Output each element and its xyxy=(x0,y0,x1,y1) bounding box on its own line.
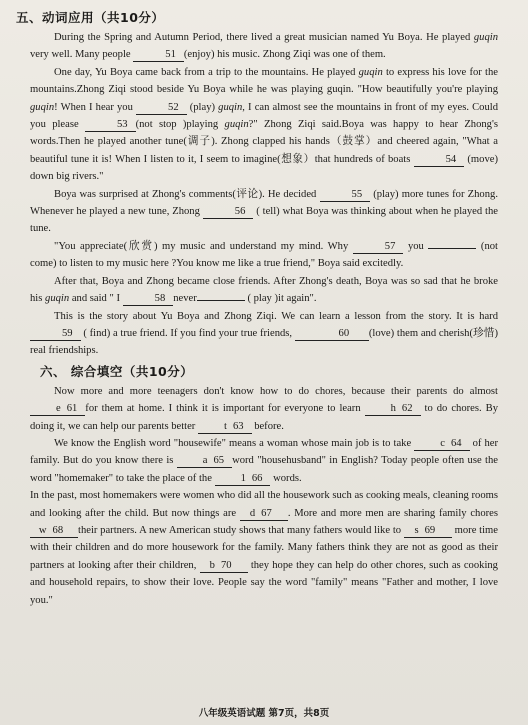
section6-title: 六、 综合填空（共10分） xyxy=(40,363,194,379)
blank-55[interactable]: 55 xyxy=(320,189,371,202)
s6-paragraph-1: Now more and more teenagers don't know how to do chores, because their parents do almost e 61 for them at home. I think it is important for everyone to learn h 62 to do chores. By doing it, we can help our parents better t 63 before. xyxy=(30,385,498,432)
s5-paragraph-1: During the Spring and Autumn Period, there lived a great musician named Yu Boya. He played guqin very well. Many people 51 (enjoy) his music. Zhong Ziqi was one of them. xyxy=(30,32,498,61)
blank-54[interactable]: 54 xyxy=(414,154,465,167)
blank-60[interactable]: 60 xyxy=(295,328,369,341)
blank-61[interactable]: e 61 xyxy=(30,403,85,416)
page-footer: 八年级英语试题 第7页，共8页 xyxy=(198,708,330,719)
s5-paragraph-6: This is the story about Yu Boya and Zhong Ziqi. We can learn a lesson from the story. It is hard 59 ( find) a true friend. If you find your true friends, 60 (love) them and cherish(珍惜) real friendships. xyxy=(30,310,499,357)
blank-58-b[interactable] xyxy=(197,300,245,301)
blank-64[interactable]: c 64 xyxy=(414,438,469,451)
s6-paragraph-2: We know the English word "housewife" means a woman whose main job is to take c 64 of her family. But do you know there is a 65 word "househusband" in English? Today people often use the word "homemaker" to take the place of the 1 66 words. xyxy=(30,437,499,484)
blank-68[interactable]: w 68 xyxy=(30,525,78,538)
blank-62[interactable]: h 62 xyxy=(365,403,421,416)
blank-67[interactable]: d 67 xyxy=(240,508,288,521)
blank-59[interactable]: 59 xyxy=(30,328,81,341)
s5-paragraph-5: After that, Boya and Zhong became close friends. After Zhong's death, Boya was so sad that he broke his guqin and said " I 58 never ( play )it again". xyxy=(30,275,498,305)
blank-63[interactable]: t 63 xyxy=(198,421,252,434)
blank-66[interactable]: 1 66 xyxy=(215,473,271,486)
blank-69[interactable]: s 69 xyxy=(404,525,452,538)
blank-57-b[interactable] xyxy=(428,248,476,249)
section5-title: 五、动词应用（共10分） xyxy=(16,10,165,25)
blank-70[interactable]: b 70 xyxy=(200,560,248,573)
blank-56[interactable]: 56 xyxy=(203,206,254,219)
blank-57[interactable]: 57 xyxy=(353,241,404,254)
blank-65[interactable]: a 65 xyxy=(177,455,232,468)
blank-53[interactable]: 53 xyxy=(85,119,136,132)
s5-paragraph-3: Boya was surprised at Zhong's comments(评论). He decided 55 (play) more tunes for Zhong. Whenever he played a new tune, Zhong 56 ( tell) what Boya was thinking about when he played the tune. xyxy=(30,188,498,235)
blank-51[interactable]: 51 xyxy=(133,49,184,62)
blank-58[interactable]: 58 xyxy=(123,293,174,306)
s6-paragraph-3: In the past, most homemakers were women who did all the housework such as cooking meals, cleaning rooms and looking after the child. But now things are d 67 . More and more men are sharing family chores w 68 their partners. A new American study shows that many fathers would like to s 69 more time with their children and do more housework for the family. Many fathers think they are not as good as their partners at looking after their children, b 70 they hope they can help do other chores, such as cooking and household repairs, to show their love. People say the word "family" means "Father and mother, I love you." xyxy=(30,490,498,606)
s5-paragraph-2: One day, Yu Boya came back from a trip to the mountains. He played guqin to express his love for the mountains.Zhong Ziqi stood beside Yu Boya while he was playing guqin. "How beautifully you're playing guqin! When I hear you 52 (play) guqin, I can almost see the mountains in front of my eyes. Could you please 53 (not stop )playing guqin?" Zhong Ziqi said.Boya was happy to hear Zhong's words.Then he played another tune(调子). Zhong clapped his hands（鼓掌）and cheered again, "What a beautiful tune it is! When I listen to it, I seem to imagine(想象）that hundreds of boats 54 (move) down big rivers." xyxy=(30,66,499,183)
s5-paragraph-4: "You appreciate(欣赏) my music and understand my mind. Why 57 you (not come) to listen to my music here ?You know me like a true friend," Boya said excitedly. xyxy=(30,240,498,270)
blank-52[interactable]: 52 xyxy=(136,102,187,115)
